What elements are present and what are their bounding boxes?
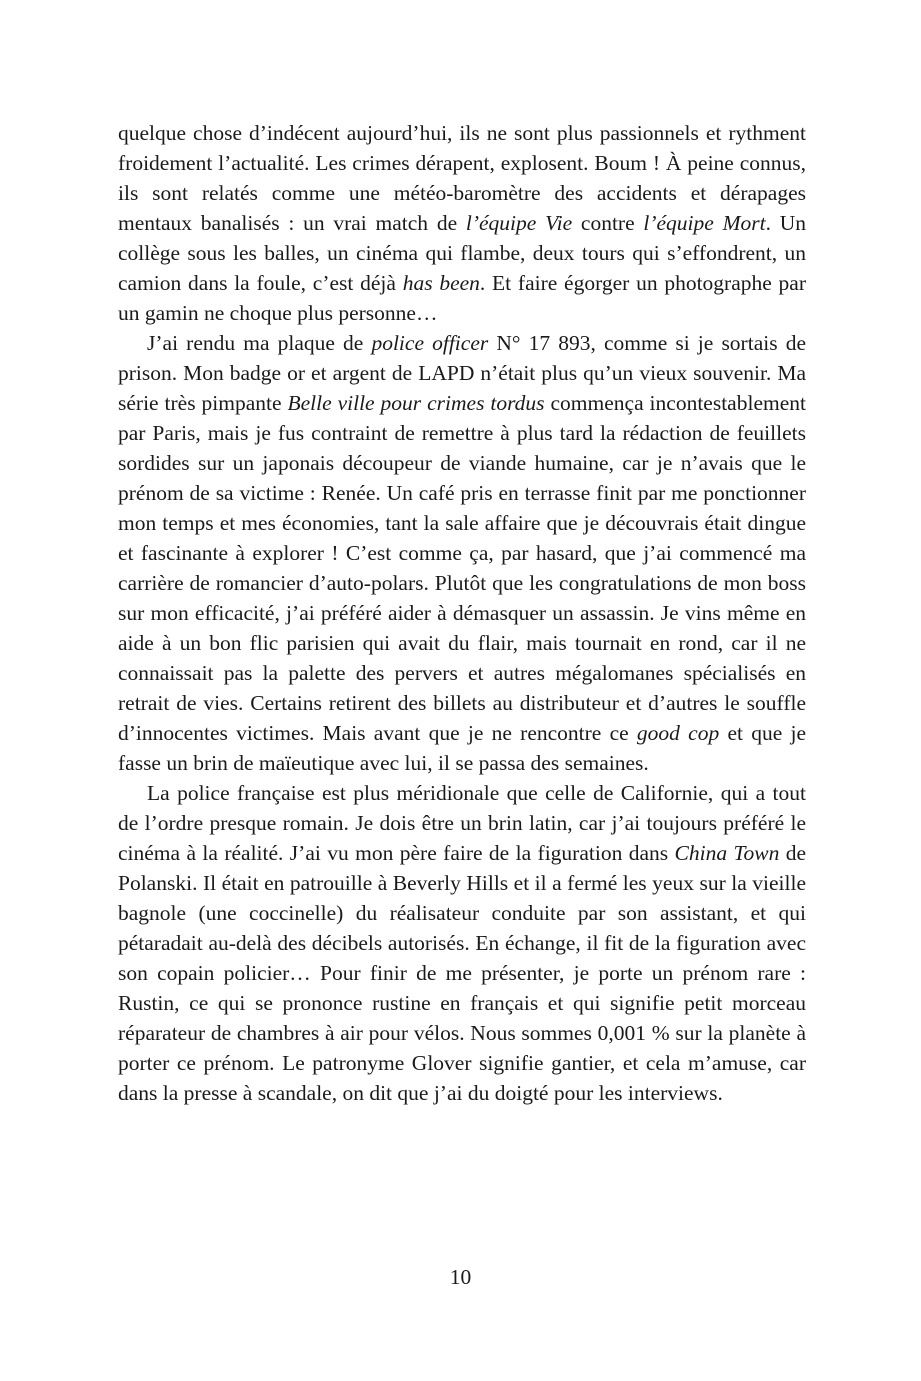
- italic-text: l’équipe Mort: [643, 211, 766, 235]
- paragraph: [118, 778, 806, 1108]
- paragraph: [118, 118, 806, 328]
- page-number: 10: [449, 1265, 472, 1289]
- text-run: et que je fasse un brin de maïeutique avec lui, il se passa des semaines.: [118, 721, 806, 775]
- text-run: N° 17 893, comme si je sortais de prison. Mon badge or et argent de LAPD n’était plus qu’un vieux souvenir. Ma série très pimpante: [118, 331, 806, 415]
- italic-text: l’équipe Vie: [465, 211, 573, 235]
- italic-text: police officer: [371, 331, 489, 355]
- paragraph: [118, 328, 806, 778]
- italic-text: has been: [402, 271, 480, 295]
- text-run: quelque chose d’indécent aujourd’hui, ils ne sont plus passionnels et rythment froidement l’actualité. Les crimes dérapent, explosent. Boum ! À peine connus, ils sont relatés comme une météo-baromètre des accidents et dérapages mentaux banalisés : un vrai match de: [118, 121, 806, 235]
- page-body: [118, 118, 806, 1108]
- text-run: J’ai rendu ma plaque de: [147, 331, 372, 355]
- italic-text: good cop: [636, 721, 720, 745]
- italic-text: Belle ville pour crimes tordus: [287, 391, 545, 415]
- text-run: de Polanski. Il était en patrouille à Beverly Hills et il a fermé les yeux sur la vieille bagnole (une coccinelle) du réalisateur conduite par son assistant, et qui pétaradait au-delà des décibels autorisés. En échange, il fit de la figuration avec son copain policier… Pour finir de me présenter, je porte un prénom rare : Rustin, ce qui se prononce rustine en français et qui signifie petit morceau réparateur de chambres à air pour vélos. Nous sommes 0,001 % sur la planète à porter ce prénom. Le patronyme Glover signifie gantier, et cela m’amuse, car dans la presse à scandale, on dit que j’ai du doigté pour les interviews.: [118, 841, 807, 1105]
- text-run: contre: [572, 211, 644, 235]
- italic-text: China Town: [674, 841, 780, 865]
- text-run: . Un collège sous les balles, un cinéma qui flambe, deux tours qui s’effondrent, un camion dans la foule, c’est déjà: [118, 211, 806, 295]
- text-run: commença incontestablement par Paris, mais je fus contraint de remettre à plus tard la rédaction de feuillets sordides sur un japonais découpeur de viande humaine, car je n’avais que le prénom de sa victime : Renée. Un café pris en terrasse finit par me ponctionner mon temps et mes économies, tant la sale affaire que je découvrais était dingue et fascinante à explorer ! C’est comme ça, par hasard, que j’ai commencé ma carrière de romancier d’auto-polars. Plutôt que les congratulations de mon boss sur mon efficacité, j’ai préféré aider à démasquer un assassin. Je vins même en aide à un bon flic parisien qui avait du flair, mais tournait en rond, car il ne connaissait pas la palette des pervers et autres mégalomanes spécialisés en retrait de vies. Certains retirent des billets au distributeur et d’autres le souffle d’innocentes victimes. Mais avant que je ne rencontre ce: [118, 391, 806, 745]
- text-run: La police française est plus méridionale que celle de Californie, qui a tout de l’ordre presque romain. Je dois être un brin latin, car j’ai toujours préféré le cinéma à la réalité. J’ai vu mon père faire de la figuration dans: [118, 781, 806, 865]
- text-run: . Et faire égorger un photographe par un gamin ne choque plus personne…: [118, 271, 807, 325]
